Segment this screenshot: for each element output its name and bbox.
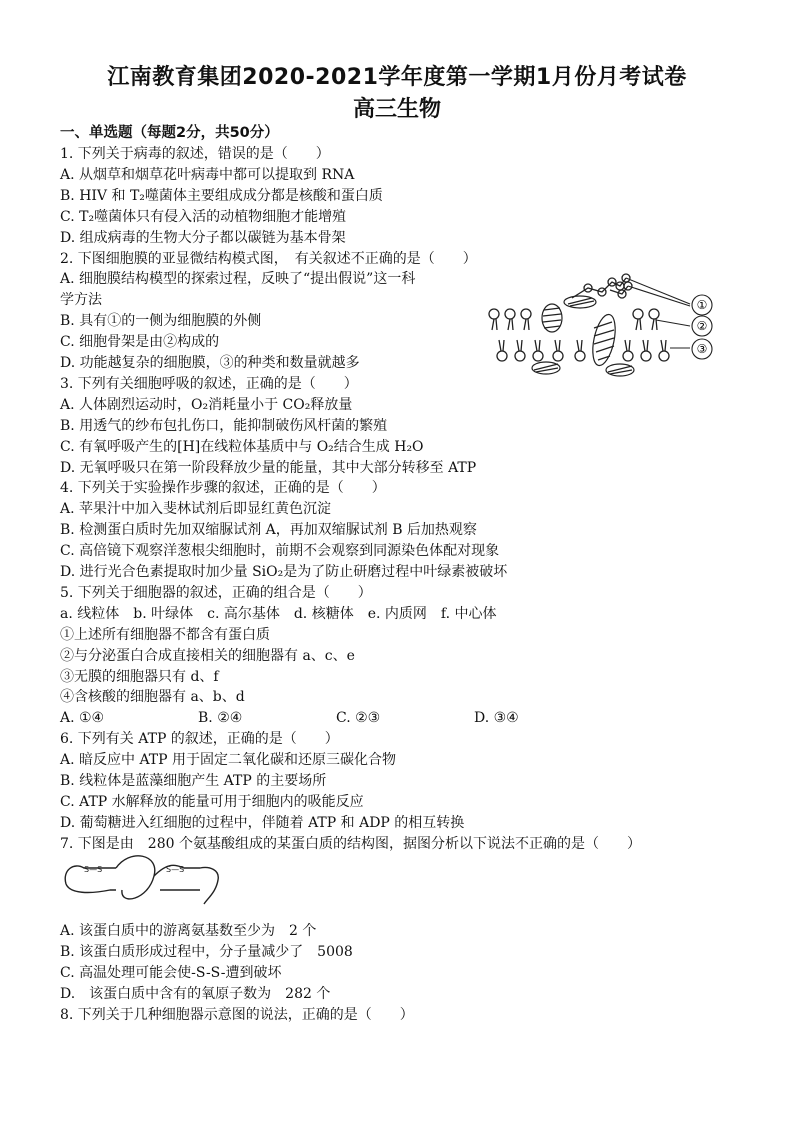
question-line: B. HIV 和 T₂噬菌体主要组成成分都是核酸和蛋白质 xyxy=(60,187,383,204)
question-line: 2. 下图细胞膜的亚显微结构模式图， 有关叙述不正确的是（ ） xyxy=(60,250,477,267)
question-line: 7. 下图是由 280 个氨基酸组成的某蛋白质的结构图，据图分析以下说法不正确的是（ ） xyxy=(60,835,641,852)
question-line: 3. 下列有关细胞呼吸的叙述，正确的是（ ） xyxy=(60,375,358,392)
membrane-label-3: ③ xyxy=(696,342,708,356)
question-line: B. 具有①的一侧为细胞膜的外侧 xyxy=(60,313,262,330)
question-line: A. 细胞膜结构模型的探索过程，反映了“提出假说”这一科 xyxy=(60,271,416,288)
question-line: A. 人体剧烈运动时，O₂消耗量小于 CO₂释放量 xyxy=(60,396,353,413)
question-line: D. 进行光合色素提取时加少量 SiO₂是为了防止研磨过程中叶绿素被破坏 xyxy=(60,564,508,580)
question-line: 1. 下列关于病毒的叙述，错误的是（ ） xyxy=(60,146,330,162)
question-line: C. ATP 水解释放的能量可用于细胞内的吸能反应 xyxy=(60,793,364,810)
question-line: C. 有氧呼吸产生的[H]在线粒体基质中与 O₂结合生成 H₂O xyxy=(60,438,424,455)
q5-option: A. ①④ xyxy=(60,710,105,727)
question-line: a. 线粒体 b. 叶绿体 c. 高尔基体 d. 核糖体 e. 内质网 f. 中心体 xyxy=(60,605,497,622)
cell-membrane-figure xyxy=(480,268,720,383)
question-line: C. 细胞骨架是由②构成的 xyxy=(60,334,220,351)
question-line: C. 高温处理可能会使-S-S-遭到破坏 xyxy=(60,964,282,981)
q5-option: B. ②④ xyxy=(198,710,243,727)
question-line: A. 暗反应中 ATP 用于固定二氧化碳和还原三碳化合物 xyxy=(60,752,397,769)
q5-option: C. ②③ xyxy=(336,710,381,727)
protein-structure-figure xyxy=(60,850,240,910)
question-line: ①上述所有细胞器不都含有蛋白质 xyxy=(60,626,270,643)
question-line: D. 葡萄糖进入红细胞的过程中，伴随着 ATP 和 ADP 的相互转换 xyxy=(60,814,465,831)
question-line: 学方法 xyxy=(60,292,102,309)
question-line: ③无膜的细胞器只有 d、f xyxy=(60,668,219,685)
question-line: A. 该蛋白质中的游离氨基数至少为 2 个 xyxy=(60,923,317,939)
question-line: A. 苹果汁中加入斐林试剂后即显红黄色沉淀 xyxy=(60,501,332,518)
question-line: B. 用透气的纱布包扎伤口，能抑制破伤风杆菌的繁殖 xyxy=(60,417,388,434)
question-line: D. 组成病毒的生物大分子都以碳链为基本骨架 xyxy=(60,229,346,246)
question-line: ②与分泌蛋白合成直接相关的细胞器有 a、c、e xyxy=(60,647,355,664)
disulfide-bond-2: S—S xyxy=(166,865,185,874)
membrane-label-1: ① xyxy=(696,298,708,312)
question-line: 4. 下列关于实验操作步骤的叙述，正确的是（ ） xyxy=(60,480,386,497)
disulfide-bond-1: S—S xyxy=(84,865,103,874)
question-line: A. 从烟草和烟草花叶病毒中都可以提取到 RNA xyxy=(60,166,355,183)
question-line: B. 该蛋白质形成过程中，分子量减少了 5008 xyxy=(60,943,353,960)
membrane-label-2: ② xyxy=(696,319,708,333)
question-line: B. 线粒体是蓝藻细胞产生 ATP 的主要场所 xyxy=(60,773,327,789)
q5-option: D. ③④ xyxy=(474,710,519,727)
section-heading: 一、单选题（每题2分，共50分） xyxy=(60,125,279,141)
question-line: C. T₂噬菌体只有侵入活的动植物细胞才能增殖 xyxy=(60,208,347,225)
question-line: B. 检测蛋白质时先加双缩脲试剂 A，再加双缩脲试剂 B 后加热观察 xyxy=(60,522,477,539)
question-line: C. 高倍镜下观察洋葱根尖细胞时，前期不会观察到同源染色体配对现象 xyxy=(60,543,500,560)
question-line: D. 功能越复杂的细胞膜，③的种类和数量就越多 xyxy=(60,355,360,371)
question-line: ④含核酸的细胞器有 a、b、d xyxy=(60,689,245,706)
question-line: D. 该蛋白质中含有的氧原子数为 282 个 xyxy=(60,985,331,1002)
exam-title: 江南教育集团2020-2021学年度第一学期1月份月考试卷 xyxy=(107,65,687,90)
question-line: 5. 下列关于细胞器的叙述，正确的组合是（ ） xyxy=(60,584,372,601)
exam-subtitle: 高三生物 xyxy=(352,97,441,122)
question-line: D. 无氧呼吸只在第一阶段释放少量的能量，其中大部分转移至 ATP xyxy=(60,459,477,476)
question-line: 6. 下列有关 ATP 的叙述，正确的是（ ） xyxy=(60,731,339,748)
question-line: 8. 下列关于几种细胞器示意图的说法，正确的是（ ） xyxy=(60,1006,414,1023)
